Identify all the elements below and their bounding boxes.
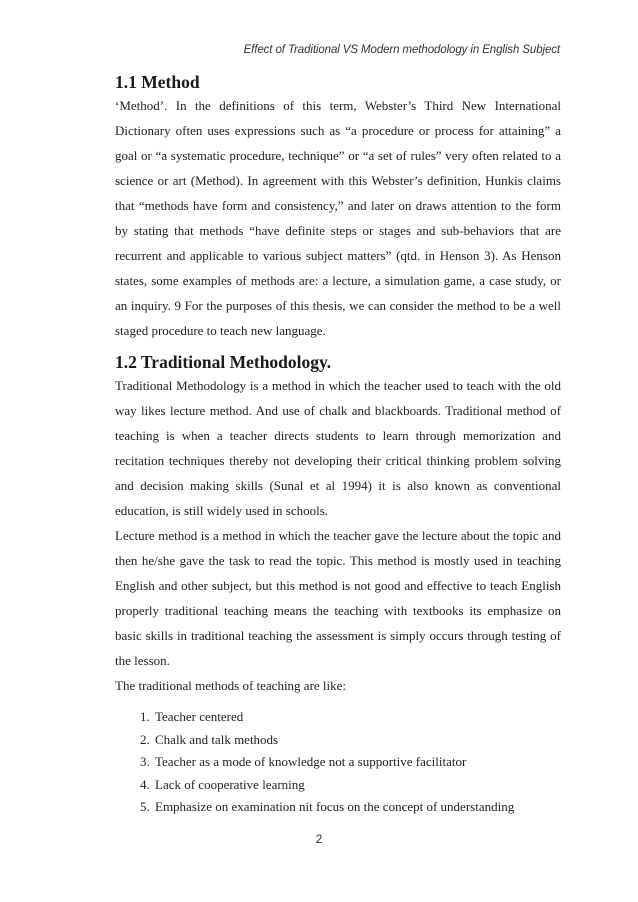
list-item: 2. Chalk and talk methods xyxy=(153,729,561,752)
paragraph-traditional-definition: Traditional Methodology is a method in which the teacher used to teach with the old way likes lecture method. And use of chalk and blackboards. Traditional method of teaching is when a teacher directs students to learn through memorization and recitation techniques thereby not developing their critical thinking problem solving and decision making skills (Sunal et al 1994) it is also known as conventional education, is still widely used in schools. xyxy=(115,378,561,518)
list-item: 5. Emphasize on examination nit focus on the concept of understanding xyxy=(153,796,561,819)
paragraph-lecture-method: Lecture method is a method in which the teacher gave the lecture about the topic and then he/she gave the task to read the topic. This method is mostly used in teaching English and other subject, but this method is not good and effective to teach English properly traditional teaching means the teaching with textbooks its emphasize on basic skills in traditional teaching the assessment is simply occurs through testing of the lesson. xyxy=(115,528,561,668)
paragraph-method-definition: ‘Method’. In the definitions of this term, Webster’s Third New International Dictionary often uses expressions such as “a procedure or process for attaining” a goal or “a systematic procedure, technique” or “a set of rules” very often related to a science or art (Method). In agreement with this Webster’s definition, Hunkis claims that “methods have form and consistency,” and later on draws attention to the form by stating that methods “have definite steps or stages and sub-behaviors that are recurrent and applicable to various subject matters” (qtd. in Henson 3). As Henson states, some examples of methods are: a lecture, a simulation game, a case study, or an inquiry. 9 For the purposes of this thesis, we can consider the method to be a well staged procedure to teach new language. xyxy=(115,98,561,338)
section-traditional-methodology xyxy=(115,352,561,819)
list-item: 4. Lack of cooperative learning xyxy=(153,774,561,797)
section-heading-method: 1.1 Method xyxy=(115,72,200,92)
list-item: 3. Teacher as a mode of knowledge not a supportive facilitator xyxy=(153,751,561,774)
section-heading-traditional: 1.2 Traditional Methodology. xyxy=(115,352,332,372)
running-header: Effect of Traditional VS Modern methodology in English Subject xyxy=(243,44,560,56)
page-content xyxy=(115,72,561,819)
section-method xyxy=(115,72,561,343)
list-intro: The traditional methods of teaching are like: xyxy=(115,678,347,693)
traditional-methods-list xyxy=(115,706,561,819)
list-item: 1. Teacher centered xyxy=(153,706,561,729)
page-number: 2 xyxy=(315,832,323,846)
